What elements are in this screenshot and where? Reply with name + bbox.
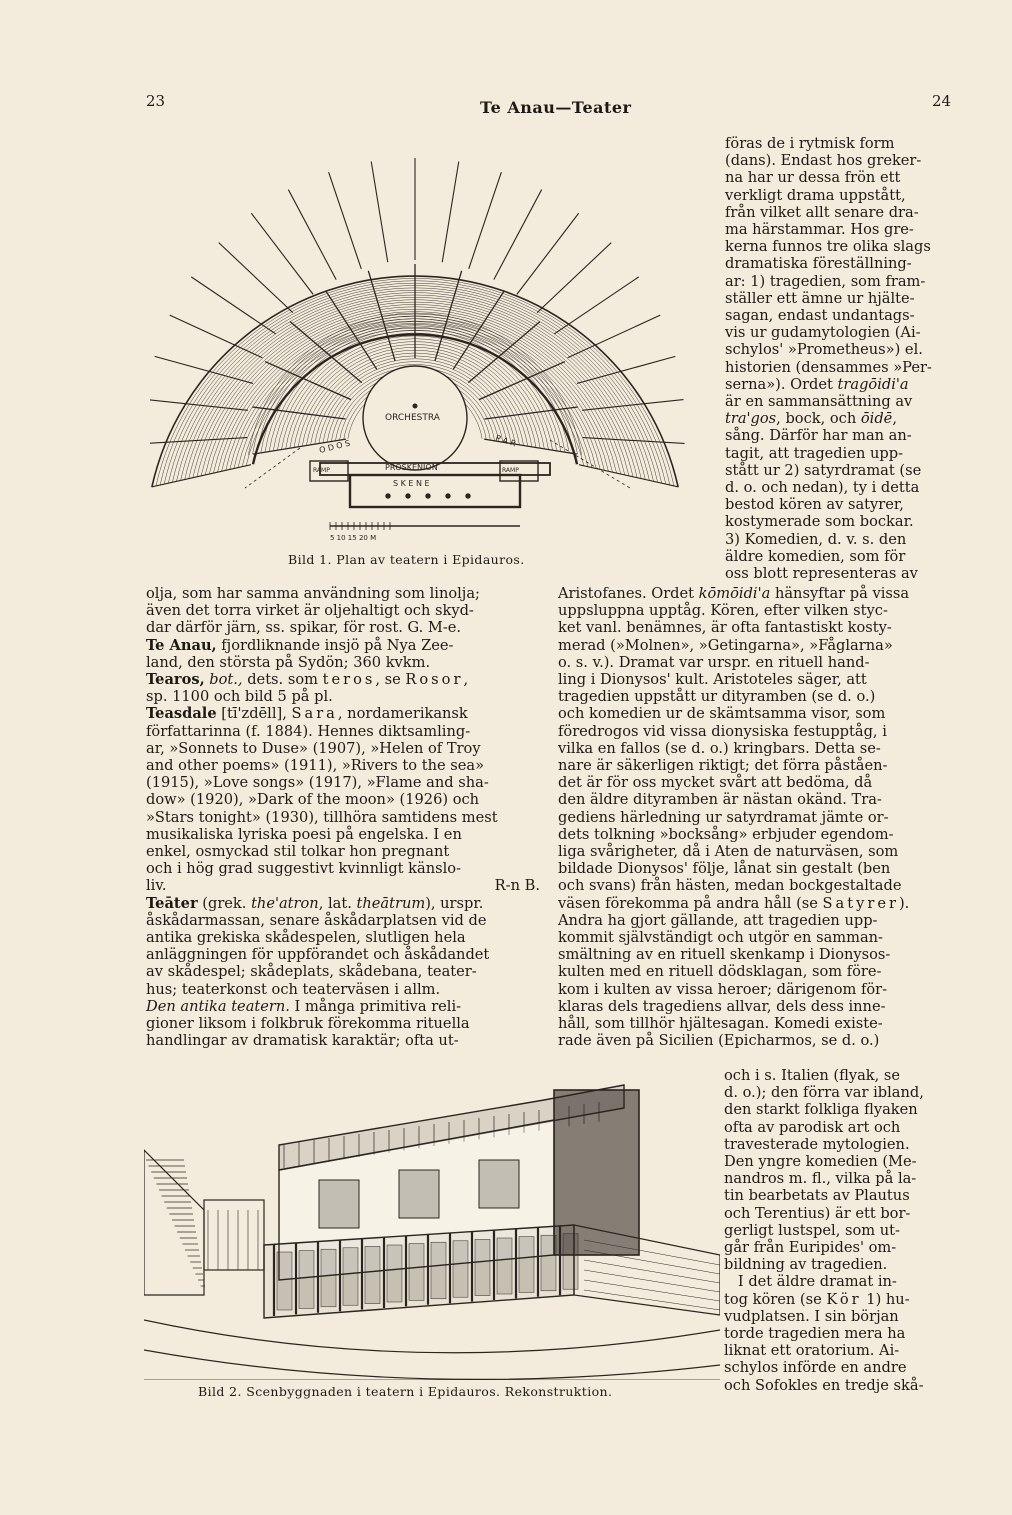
- pinax: [453, 1241, 468, 1297]
- stairway: [329, 172, 362, 269]
- text-line: den äldre dityramben är nästan okänd. Tra-: [558, 791, 882, 809]
- text-line: and other poems» (1911), »Rivers to the sea»: [146, 757, 485, 775]
- text-line: sång. Därför har man an-: [725, 427, 912, 445]
- pinax: [409, 1244, 424, 1301]
- pinax: [321, 1249, 336, 1307]
- text-line: gediens härledning ur satyrdramat jämte or-: [558, 808, 889, 826]
- text-line: musikaliska lyriska poesi på engelska. I en: [146, 825, 462, 843]
- text-line: olja, som har samma användning som linolja;: [146, 585, 480, 602]
- text-line: och i s. Italien (flyak, se: [724, 1067, 901, 1084]
- pinax: [299, 1251, 314, 1309]
- text-line: (1915), »Love songs» (1917), »Flame and sha-: [146, 774, 489, 792]
- text-line: författarinna (f. 1884). Hennes diktsamling-: [146, 722, 471, 740]
- page-number-right: 24: [932, 92, 952, 110]
- thyroma: [479, 1160, 519, 1208]
- text-line: liknat ett oratorium. Ai-: [724, 1342, 900, 1360]
- text-line: åskådarmassan, senare åskådarplatsen vid de: [146, 911, 487, 929]
- text-line: bestod kören av satyrer,: [725, 496, 904, 514]
- pinax: [343, 1248, 358, 1305]
- stairway: [469, 172, 502, 269]
- text-line: tagit, att tragedien upp-: [725, 444, 904, 462]
- text-line: och i hög grad suggestivt kvinnligt känslo-: [146, 860, 461, 878]
- skene: [350, 475, 520, 507]
- text-line: tin bearbetats av Plautus: [724, 1187, 910, 1205]
- page-number-left: 23: [146, 92, 166, 110]
- text-line: vis ur gudamytologien (Ai-: [725, 324, 921, 342]
- text-line: dramatiska föreställning-: [725, 255, 912, 273]
- text-line: bildade Dionysos' följe, lånat sin gestalt (ben: [558, 860, 891, 878]
- text-line: dets tolkning »bocksång» erbjuder egendom-: [558, 825, 894, 843]
- figure1-caption: Bild 1. Plan av teatern i Epidauros.: [288, 552, 525, 567]
- text-line: serna»). Ordet tragōidi'a: [725, 375, 909, 393]
- column-dot: [426, 494, 430, 498]
- text-line: kerna funnos tre olika slags: [725, 238, 931, 256]
- text-line: bildning av tragedien.: [724, 1256, 888, 1274]
- headword-tearos: Tearos,: [146, 671, 205, 689]
- text-line: smältning av en rituell skenkamp i Dionysos-: [558, 946, 891, 964]
- stairway: [579, 465, 679, 487]
- stairway: [568, 315, 661, 358]
- text-line: schylos införde en andre: [724, 1359, 907, 1377]
- parodos-left-label: O D O S: [318, 438, 352, 455]
- column-dot: [466, 494, 470, 498]
- text-line: schylos' »Prometheus») el.: [725, 341, 923, 359]
- text-line: na har ur dessa frön ett: [725, 169, 901, 187]
- headword-teater: Teāter: [146, 894, 198, 912]
- stairway: [494, 190, 542, 280]
- stairway: [442, 162, 459, 263]
- pinax: [497, 1238, 512, 1294]
- text-line: ofta av parodisk art och: [724, 1118, 901, 1136]
- stairway: [288, 190, 336, 280]
- text-line: uppsluppna upptåg. Kören, efter vilken styc-: [558, 602, 888, 620]
- text-line: Den yngre komedien (Me-: [724, 1153, 917, 1171]
- pinax: [277, 1252, 292, 1310]
- masonry: [584, 1260, 720, 1283]
- stairway: [582, 400, 683, 411]
- text-line: vilka en fallos (se d. o.) kringbars. Detta se-: [558, 739, 881, 757]
- text-line: merad (»Molnen», »Getingarna», »Fåglarna»: [558, 636, 893, 654]
- text-line: Andra ha gjort gällande, att tragedien upp-: [558, 911, 878, 929]
- text-line: o. s. v.). Dramat var urspr. en rituell hand-: [558, 653, 870, 671]
- theater-plan-drawing: [150, 128, 710, 548]
- text-line: kostymerade som bockar.: [725, 513, 914, 531]
- text-line: ar: 1) tragedien, som fram-: [725, 272, 926, 290]
- entry-teasdale: Teasdale [tī'zdēll], Sara, nordamerikansk: [146, 705, 468, 723]
- column-dot: [446, 494, 450, 498]
- stairway: [152, 465, 252, 487]
- figure2-caption: Bild 2. Scenbyggnaden i teatern i Epidauros. Rekonstruktion.: [198, 1384, 613, 1399]
- text-line: stått ur 2) satyrdramat (se: [725, 461, 922, 479]
- text-line: och svans) från hästen, medan bockgestaltade: [558, 877, 902, 895]
- text-line: hus; teaterkonst och teaterväsen i allm.: [146, 980, 441, 998]
- text-line: tra'gos, bock, och ōidē,: [725, 410, 897, 428]
- text-line: kulten med en rituell dödsklagan, som före-: [558, 963, 882, 981]
- pinax: [563, 1234, 578, 1289]
- text-line: nandros m. fl., vilka på la-: [724, 1170, 917, 1188]
- stairway: [554, 277, 639, 334]
- column-dot: [386, 494, 390, 498]
- proskenion-label: PROSKENION: [385, 463, 438, 472]
- text-line: gioner liksom i folkbruk förekomma rituella: [146, 1015, 470, 1033]
- text-line: ket vanl. benämnes, är ofta fantastiskt kosty-: [558, 619, 892, 637]
- masonry: [584, 1290, 720, 1310]
- stairway: [150, 438, 247, 444]
- stairway: [191, 277, 276, 334]
- text-line: vudplatsen. I sin början: [724, 1307, 899, 1325]
- stairway: [453, 291, 504, 370]
- text-line: är en sammansättning av: [725, 393, 913, 411]
- text-line: ling i Dionysos' kult. Aristoteles säger, att: [558, 671, 867, 689]
- text-line: kom i kulten av vissa heroer; därigenom för-: [558, 980, 888, 998]
- text-line: klaras dels tragediens allvar, dels dess inne-: [558, 997, 886, 1015]
- entry-te-anau: Te Anau, fjordliknande insjö på Nya Zee-: [146, 636, 454, 654]
- altar: [413, 404, 417, 408]
- text-line: 3) Komedien, d. v. s. den: [725, 530, 907, 548]
- text-line: den starkt folkliga flyaken: [724, 1101, 918, 1119]
- text-line: ställer ett ämne ur hjälte-: [725, 289, 915, 307]
- text-line: enkel, osmyckad stil tolkar hon pregnant: [146, 843, 450, 861]
- text-line: anläggningen för uppförandet och åskådandet: [146, 946, 490, 964]
- text-line: och Sofokles en tredje skå-: [724, 1376, 924, 1394]
- text-line: nare är säkerligen riktigt; det förra påståen-: [558, 757, 888, 775]
- pinax: [387, 1245, 402, 1302]
- text-line: handlingar av dramatisk karaktär; ofta ut-: [146, 1032, 459, 1050]
- masonry: [584, 1270, 720, 1292]
- text-line: det är för oss mycket svårt att bedöma, då: [558, 774, 873, 792]
- pinax: [519, 1237, 534, 1293]
- text-line: sagan, endast undantags-: [725, 307, 915, 325]
- text-line: »Stars tonight» (1930), tillhöra samtidens mest: [146, 808, 498, 826]
- text-line: ar, »Sonnets to Duse» (1907), »Helen of Troy: [146, 739, 481, 757]
- text-line: rade även på Sicilien (Epicharmos, se d. o.): [558, 1032, 880, 1050]
- text-line: liga svårigheter, då i Aten de naturväsen, som: [558, 843, 899, 861]
- pinax: [475, 1239, 490, 1295]
- pinax: [365, 1246, 380, 1303]
- stage-building-figure: [144, 1080, 720, 1380]
- masonry: [584, 1280, 720, 1301]
- entry-tearos: Tearos, bot., dets. som teros, se Rosor,: [146, 671, 469, 689]
- headword-teasdale: Teasdale: [146, 705, 217, 723]
- text-line: kommit självständigt och utgör en samman-: [558, 929, 883, 947]
- text-line: oss blott representeras av: [725, 565, 918, 583]
- stage-building-drawing: [144, 1080, 720, 1380]
- orchestra-edge: [144, 1350, 720, 1379]
- text-line: går från Euripides' om-: [724, 1239, 897, 1257]
- orchestra-edge: [144, 1320, 720, 1353]
- pinax: [431, 1242, 446, 1299]
- left-column: olja, som har samma användning som linolja; även det torra virket är oljehaltigt och skyd- dar därför järn, ss. spikar, för rost. G. M-e. Te Anau, fjordliknande insjö på Nya Zee- land, den största på Sydön; 360 kvkm. Tearos, bot., dets. som teros, se Rosor, sp. 1100 och bild 5 på pl. Teasdale [tī'zdēll], Sara, nordamerikansk författarinna (f. 1884). Hennes diktsamling- ar, »Sonnets to Duse» (1907), »Helen of Troy and other poems» (1911), »Rivers to the sea» (1915), »Love songs» (1917), »Flame and sha- dow» (1920), »Dark of the moon» (1926) och »Stars tonight» (1930), tillhöra samtidens mest musikaliska lyriska poesi på engelska. I en enkel, osmyckad stil tolkar hon pregnant och i hög grad suggestivt kvinnligt känslo- liv. R-n B. Teāter (grek. the'atron, lat. theātrum), urspr. åskådarmassan, senare åskådarplatsen vid de antika grekiska skådespelen, slutligen hela anläggningen för uppförandet och åskådandet av skådespel; skådeplats, skådebana, teater- hus; teaterkonst och teaterväsen i allm. Den antika teatern. I många primitiva reli- gioner liksom i folkbruk förekomma rituella handlingar av dramatisk karaktär; ofta ut-: [146, 585, 540, 1050]
- text-line: och Terentius) är ett bor-: [724, 1204, 911, 1222]
- thyroma: [319, 1180, 359, 1228]
- text-line: d. o. och nedan), ty i detta: [725, 479, 920, 497]
- right-column-middle: Aristofanes. Ordet kōmōidi'a hänsyftar på vissa uppsluppna upptåg. Kören, efter vilken styc- ket vanl. benämnes, är ofta fantastiskt kosty- merad (»Molnen», »Getingarna», »Fåglarna» o. s. v.). Dramat var urspr. en rituell hand- ling i Dionysos' kult. Aristoteles säger, att tragedien uppstått ur dityramben (se d. o.) och komedien ur de skämtsamma visor, som föredrogos vid vissa dionysiska festupptåg, i vilka en fallos (se d. o.) kringbars. Detta se- nare är säkerligen riktigt; det förra påståen- det är för oss mycket svårt att bedöma, då den äldre dityramben är nästan okänd. Tra- gediens härledning ur satyrdramat jämte or- dets tolkning »bocksång» erbjuder egendom- liga svårigheter, då i Aten de naturväsen, som bildade Dionysos' följe, lånat sin gestalt (ben och svans) från hästen, medan bockgestaltade väsen förekomma på andra håll (se Satyrer). Andra ha gjort gällande, att tragedien upp- kommit självständigt och utgör en samman- smältning av en rituell skenkamp i Dionysos- kulten med en rituell dödsklagan, som före- kom i kulten av vissa heroer; därigenom för- klaras dels tragediens allvar, dels dess inne- håll, som tillhör hjältesagan. Komedi existe- rade även på Sicilien (Epicharmos, se d. o.): [558, 585, 952, 1049]
- text-line: av skådespel; skådeplats, skådebana, teater-: [146, 963, 477, 981]
- text-line: och komedien ur de skämtsamma visor, som: [558, 705, 886, 723]
- text-line: verkligt drama uppstått,: [725, 186, 906, 204]
- stairway: [170, 315, 263, 358]
- ramp-right-label: RAMP: [502, 467, 519, 474]
- text-line: d. o.); den förra var ibland,: [724, 1084, 924, 1102]
- text-line: ma härstammar. Hos gre-: [725, 221, 914, 239]
- text-line: äldre komedien, som för: [725, 547, 906, 565]
- scale-label: 5 10 15 20 M: [330, 534, 377, 542]
- text-line: historien (densammes »Per-: [725, 358, 932, 376]
- text-line: föredrogos vid vissa dionysiska festupptåg, i: [558, 722, 887, 740]
- text-line: torde tragedien mera ha: [724, 1325, 906, 1343]
- skene-label: S K E N E: [393, 479, 430, 488]
- ramp-left-label: RAMP: [313, 467, 330, 474]
- text-line: även det torra virket är oljehaltigt och skyd-: [146, 602, 474, 620]
- text-line: gerligt lustspel, som ut-: [724, 1221, 900, 1239]
- headword-te-anau: Te Anau,: [146, 636, 217, 654]
- masonry: [584, 1250, 720, 1274]
- stairway: [326, 291, 377, 370]
- right-column-upper: [725, 135, 951, 582]
- text-line: föras de i rytmisk form: [725, 135, 895, 152]
- text-line: dow» (1920), »Dark of the moon» (1926) och: [146, 791, 480, 809]
- entry-teater: Teāter (grek. the'atron, lat. theātrum), urspr.: [146, 894, 484, 912]
- section-heading-antika: Den antika teatern.: [146, 997, 290, 1015]
- text-line: håll, som tillhör hjältesagan. Komedi existe-: [558, 1015, 883, 1033]
- text-line: från vilket allt senare dra-: [725, 203, 919, 221]
- signature-rnb: R-n B.: [494, 877, 540, 895]
- stairway: [371, 162, 388, 263]
- text-line: tragedien uppstått ur dityramben (se d. o.): [558, 688, 876, 706]
- pinax: [541, 1235, 556, 1291]
- text-line: (dans). Endast hos greker-: [725, 152, 922, 170]
- text-line: antika grekiska skådespelen, slutligen hela: [146, 929, 466, 947]
- column-dot: [406, 494, 410, 498]
- text-line: travesterade mytologien.: [724, 1135, 910, 1153]
- thyroma: [399, 1170, 439, 1218]
- orchestra-label: ORCHESTRA: [385, 413, 440, 423]
- parodos-right-label: P A R: [494, 433, 518, 449]
- right-column-lower: och i s. Italien (flyak, se d. o.); den förra var ibland, den starkt folkliga flyaken ofta av parodisk art och travesterade mytologien. Den yngre komedien (Me- nandros m. fl., vilka på la- tin bearbetats av Plautus och Terentius) är ett bor- gerligt lustspel, som ut- går från Euripides' om- bildning av tragedien. I det äldre dramat in- tog kören (se Kör 1) hu- vudplatsen. I sin början torde tragedien mera ha liknat ett oratorium. Ai- schylos införde en andre och Sofokles en tredje skå-: [724, 1067, 952, 1394]
- gate: [204, 1200, 264, 1270]
- theater-plan-figure: [150, 128, 710, 548]
- text-line: dar därför järn, ss. spikar, för rost. G. M-e.: [146, 619, 462, 637]
- running-title: Te Anau—Teater: [480, 98, 632, 117]
